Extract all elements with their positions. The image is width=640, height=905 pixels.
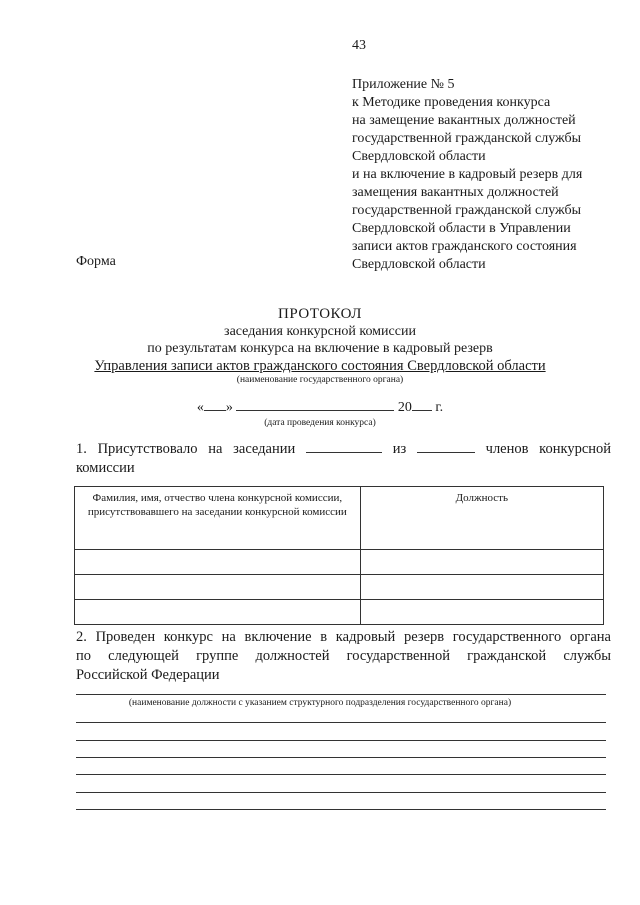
year-suffix: г. — [435, 400, 444, 415]
close-quote: » — [225, 400, 233, 415]
table-cell[interactable] — [75, 550, 361, 575]
section-1-line: комиссии — [76, 460, 135, 476]
annex-line: записи актов гражданского состояния — [352, 239, 577, 254]
section-2-line: Российской Федерации — [76, 667, 220, 683]
annex-line: государственной гражданской службы — [352, 131, 582, 146]
table-header-position: Должность — [360, 487, 603, 550]
table-cell[interactable] — [360, 575, 603, 600]
position-blank-line[interactable] — [76, 694, 606, 695]
annex-block — [352, 76, 622, 274]
section-1-text: из — [392, 441, 407, 457]
document-subtitle: по результатам конкурса на включение в кадровый резерв — [147, 341, 493, 356]
blank-line[interactable] — [76, 809, 606, 810]
day-blank[interactable] — [204, 398, 226, 411]
table-row — [75, 550, 604, 575]
annex-line: и на включение в кадровый резерв для — [352, 167, 583, 182]
organization-caption: (наименование государственного органа) — [236, 375, 404, 385]
annex-line: на замещение вакантных должностей — [352, 113, 576, 128]
section-2-line: по следующей группе должностей государственной гражданской службы — [76, 648, 611, 664]
date-line — [0, 398, 640, 416]
table-row — [75, 600, 604, 625]
annex-line: Приложение № 5 — [352, 77, 455, 92]
table-cell[interactable] — [75, 600, 361, 625]
organization-name: Управления записи актов гражданского состояния Свердловской области — [94, 358, 546, 374]
document-subtitle: заседания конкурсной комиссии — [224, 324, 416, 339]
section-1 — [76, 440, 611, 478]
section-1-text: членов конкурсной — [485, 441, 612, 457]
blank-line[interactable] — [76, 740, 606, 741]
section-2 — [76, 628, 611, 685]
page-number: 43 — [352, 38, 366, 53]
section-2-line: 2. Проведен конкурс на включение в кадровый резерв государственного органа — [76, 629, 611, 645]
annex-line: Свердловской области — [352, 149, 486, 164]
annex-line: к Методике проведения конкурса — [352, 95, 551, 110]
section-1-line — [76, 440, 611, 459]
members-table — [74, 486, 604, 625]
table-cell[interactable] — [360, 600, 603, 625]
position-caption: (наименование должности с указанием структурного подразделения государственного органа) — [128, 698, 512, 708]
total-count-blank[interactable] — [417, 440, 475, 453]
section-1-text: 1. Присутствовало на заседании — [76, 441, 296, 457]
table-cell[interactable] — [360, 550, 603, 575]
month-blank[interactable] — [236, 398, 394, 411]
present-count-blank[interactable] — [306, 440, 382, 453]
open-quote: « — [196, 400, 204, 415]
blank-line[interactable] — [76, 774, 606, 775]
annex-line: замещения вакантных должностей — [352, 185, 559, 200]
table-row — [75, 575, 604, 600]
form-label: Форма — [76, 254, 116, 269]
blank-line[interactable] — [76, 722, 606, 723]
annex-line: Свердловской области — [352, 257, 486, 272]
date-caption: (дата проведения конкурса) — [264, 418, 376, 428]
annex-line: Свердловской области в Управлении — [352, 221, 571, 236]
table-header-name: Фамилия, имя, отчество члена конкурсной комиссии, присутствовавшего на заседании конкурсной комиссии — [75, 487, 361, 550]
year-blank[interactable] — [412, 398, 432, 411]
blank-line[interactable] — [76, 792, 606, 793]
blank-line[interactable] — [76, 757, 606, 758]
document-title: ПРОТОКОЛ — [278, 306, 362, 322]
year-prefix: 20 — [397, 400, 412, 415]
annex-line: государственной гражданской службы — [352, 203, 582, 218]
table-header-row — [75, 487, 604, 550]
table-cell[interactable] — [75, 575, 361, 600]
